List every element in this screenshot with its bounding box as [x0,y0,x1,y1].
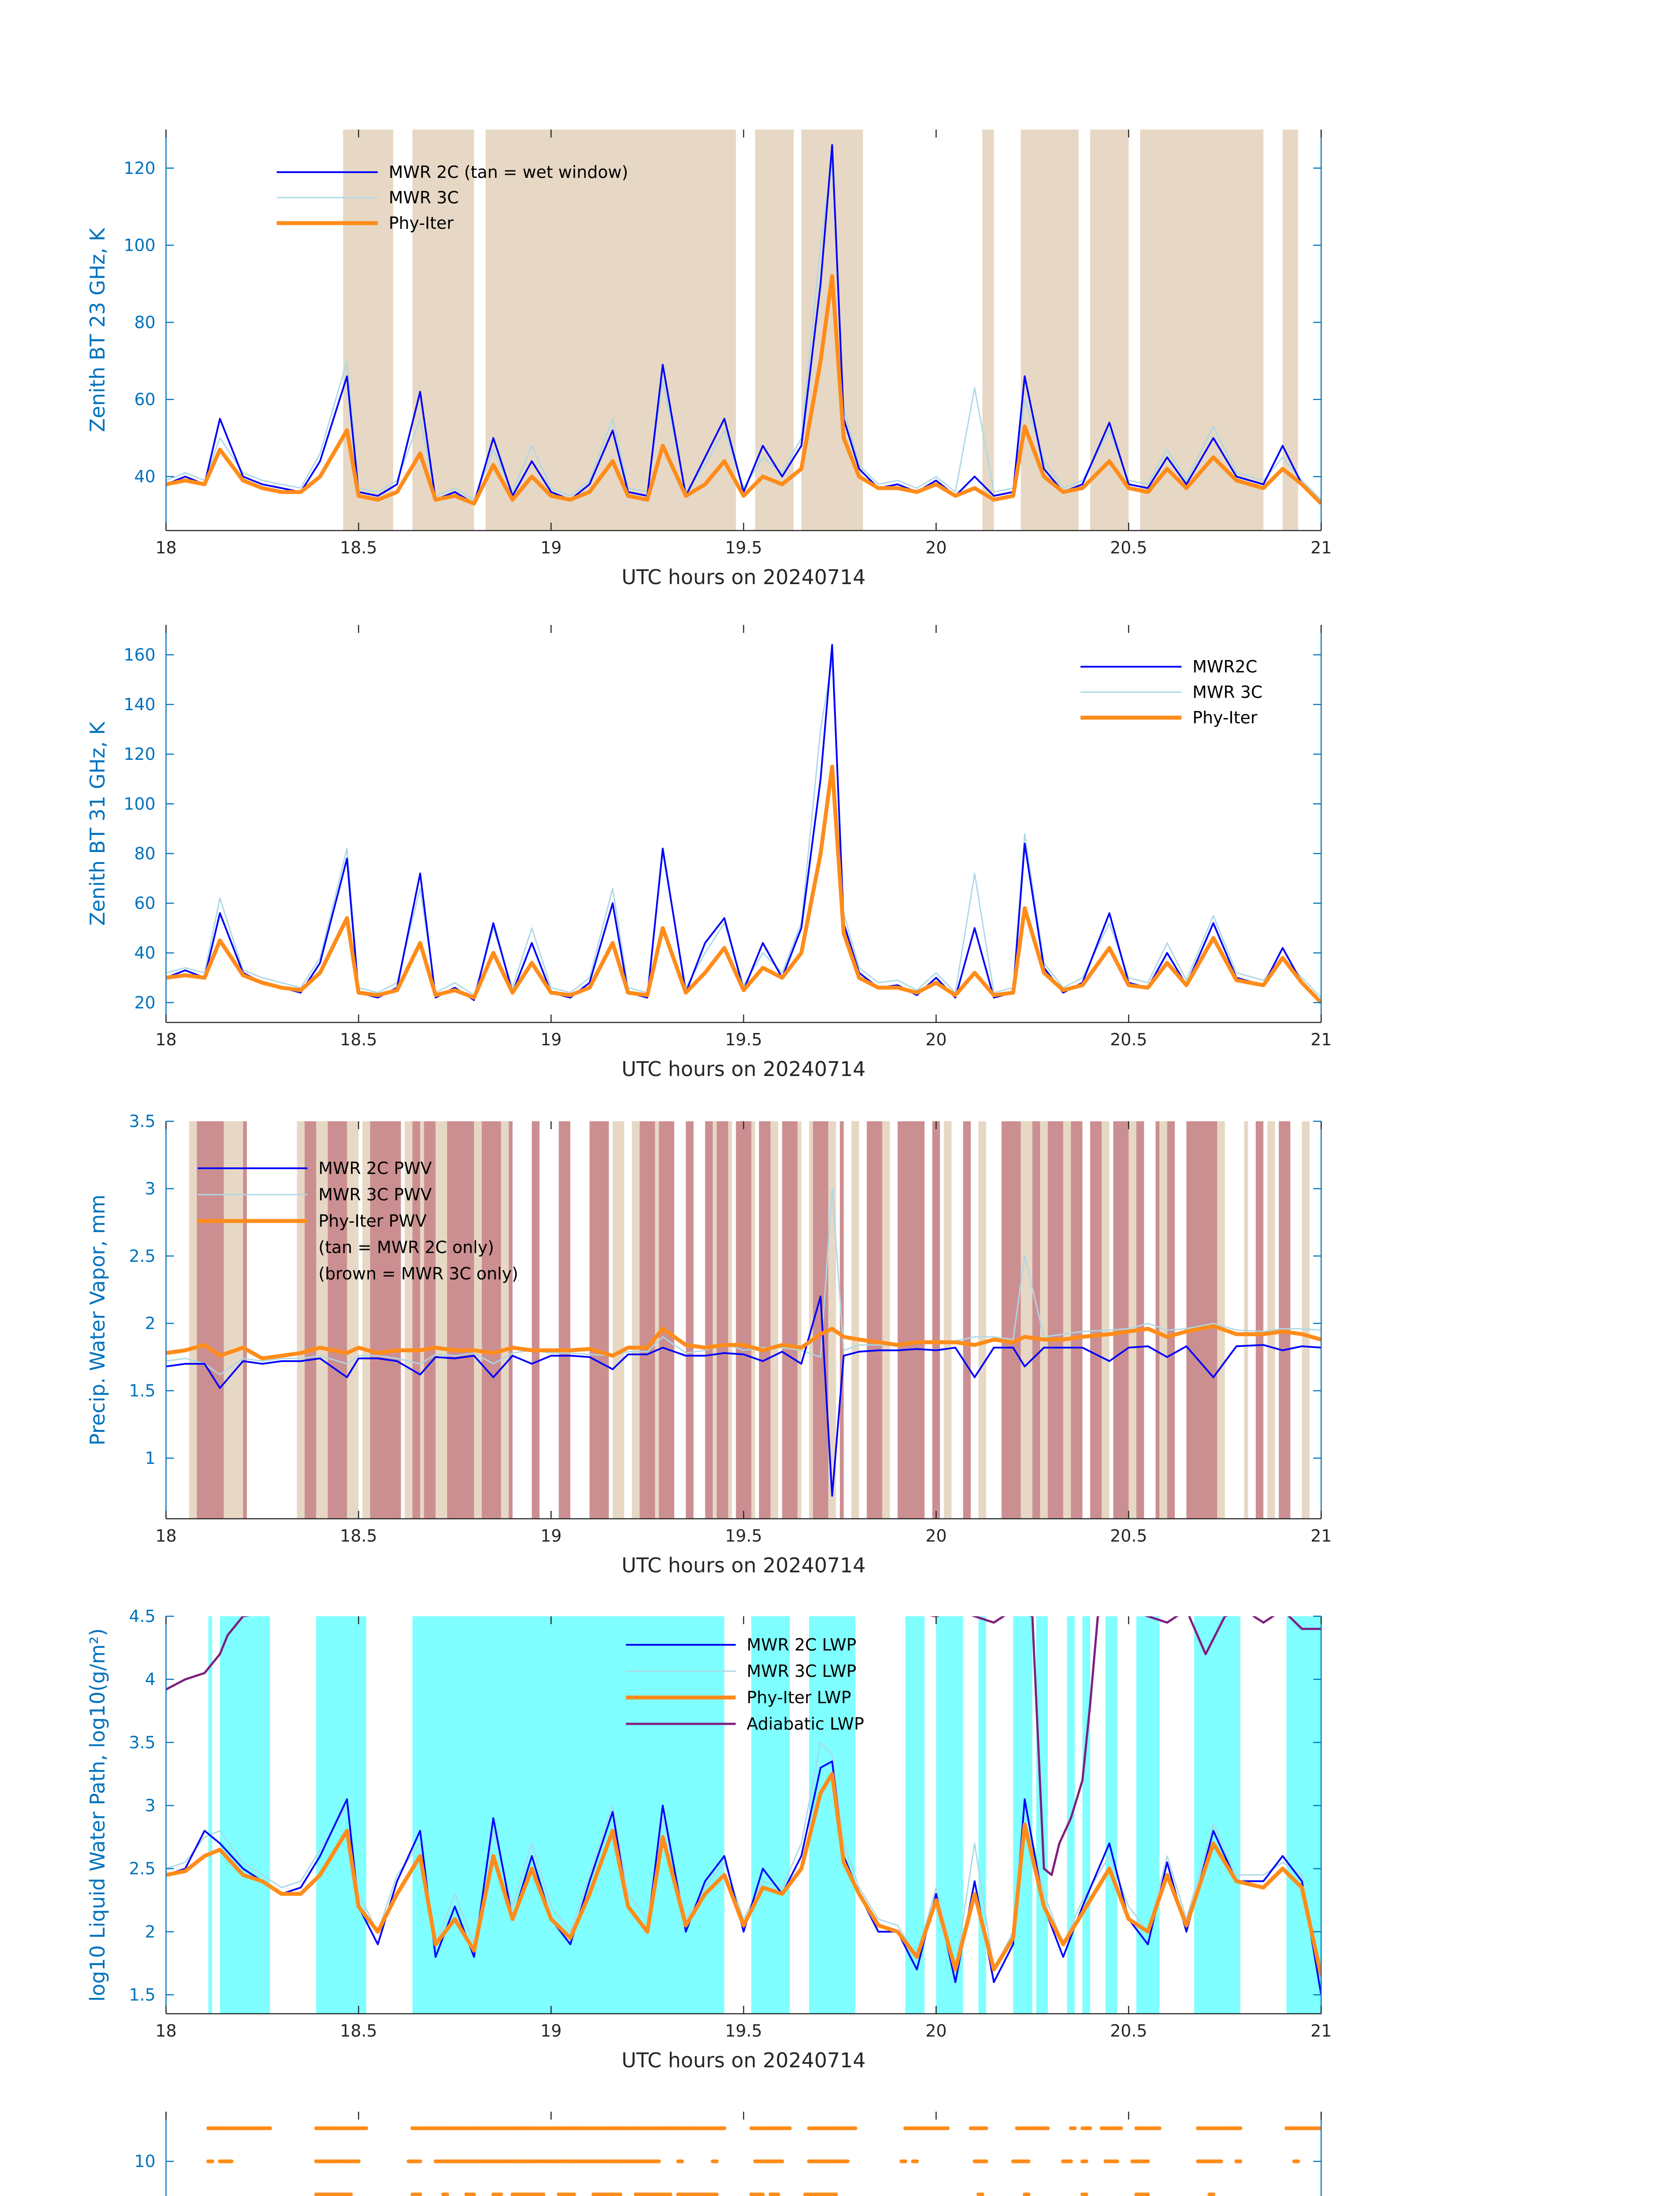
x-axis-label: UTC hours on 20240714 [621,1057,866,1081]
tan-span [755,130,794,531]
flag-point [230,2160,234,2163]
flag-point [715,2160,719,2163]
x-tick-label: 20.5 [1110,2021,1147,2041]
y-tick-label: 20 [134,993,155,1012]
legend-label: MWR 3C PWV [318,1185,432,1204]
flag-point [1119,2126,1123,2130]
brown-span [686,1121,694,1519]
flag-point [984,2126,988,2130]
tan-span [1302,1121,1310,1519]
x-tick-label: 21 [1310,1526,1332,1546]
flag-point [984,2160,988,2163]
tan-span [362,1121,370,1519]
legend-label: Phy-Iter [1192,708,1257,727]
flag-point [915,2160,919,2163]
brown-span [736,1121,751,1519]
x-tick-label: 20 [925,1526,947,1546]
brown-span [782,1121,798,1519]
x-tick-label: 18 [155,1030,177,1049]
tan-span [809,1121,813,1519]
y-tick-label: 3 [145,1795,155,1815]
y-tick-label: 60 [134,390,155,409]
tan-span [1040,1121,1048,1519]
tan-span [343,130,393,531]
x-tick-label: 19 [540,2021,562,2041]
tan-span [979,1121,986,1519]
brown-span [1167,1121,1175,1519]
cyan-span [1194,1616,1240,2014]
y-axis-label: log10 Liquid Water Path, log10(g/m²) [86,1628,109,2002]
flag-point [1073,2126,1077,2130]
flag-point [946,2126,950,2130]
x-tick-label: 19.5 [725,1030,762,1049]
y-axis-label: Zenith BT 23 GHz, K [86,228,109,432]
flag-point [845,2160,849,2163]
brown-span [243,1121,247,1519]
x-tick-label: 18 [155,2021,177,2041]
brown-span [412,1121,420,1519]
y-tick-label: 1.5 [129,1985,155,2005]
brown-span [1113,1121,1129,1519]
y-tick-label: 120 [123,158,155,178]
flag-point [723,2126,726,2130]
y-tick-label: 4 [145,1669,155,1689]
tan-span [751,1121,755,1519]
flag-point [1238,2126,1242,2130]
y-tick-label: 2.5 [129,1859,155,1878]
brown-span [370,1121,401,1519]
x-tick-label: 20 [925,538,947,557]
tan-span [728,1121,732,1519]
tan-span [983,130,994,531]
flag-point [1296,2160,1300,2163]
brown-span [482,1121,501,1519]
tan-span [189,1121,197,1519]
tan-span [316,1121,328,1519]
y-tick-label: 3 [145,1179,155,1199]
tan-span [770,1121,778,1519]
y-axis-label: Zenith BT 31 GHz, K [86,722,109,926]
brown-span [1279,1121,1290,1519]
flag-point [1238,2160,1242,2163]
brown-span [932,1121,940,1519]
x-tick-label: 21 [1310,2021,1332,2041]
legend-label: MWR 2C (tan = wet window) [389,163,629,182]
x-tick-label: 18 [155,1526,177,1546]
brown-span [509,1121,513,1519]
tan-span [798,1121,802,1519]
y-tick-label: 2.5 [129,1246,155,1266]
flag-point [1069,2160,1073,2163]
flag-point [853,2126,857,2130]
brown-span [447,1121,474,1519]
legend-label: MWR2C [1192,657,1257,676]
x-tick-label: 20.5 [1110,1526,1147,1546]
brown-span [197,1121,224,1519]
y-tick-label: 2 [145,1314,155,1333]
flag-point [780,2160,784,2163]
flag-point [903,2160,907,2163]
y-tick-label: 40 [134,467,155,487]
x-tick-label: 21 [1310,1030,1332,1049]
flag-point [657,2160,661,2163]
y-tick-label: 4.5 [129,1607,155,1626]
flag-point [1157,2126,1161,2130]
y-tick-label: 120 [123,744,155,764]
flag-point [268,2126,272,2130]
y-tick-label: 100 [123,794,155,814]
brown-span [1136,1121,1144,1519]
flag-point [1046,2126,1050,2130]
flag-point [1115,2160,1119,2163]
brown-span [1033,1121,1041,1519]
y-tick-label: 40 [134,943,155,963]
legend-label: MWR 3C LWP [747,1661,856,1681]
legend-label: Phy-Iter PWV [318,1211,427,1231]
tan-span [713,1121,717,1519]
brown-span [1256,1121,1264,1519]
tan-span [1160,1121,1167,1519]
brown-span [1001,1121,1021,1519]
flag-point [210,2160,214,2163]
legend-label: MWR 2C PWV [318,1159,432,1178]
tan-span [882,1121,890,1519]
x-tick-label: 18.5 [340,2021,377,2041]
cyan-span [208,1616,212,2014]
flag-point [1026,2160,1030,2163]
brown-span [305,1121,316,1519]
y-tick-label: 80 [134,312,155,332]
cyan-span [1136,1616,1160,2014]
cyan-span [412,1616,724,2014]
y-tick-label: 140 [123,695,155,714]
x-tick-label: 20 [925,2021,947,2041]
x-tick-label: 19.5 [725,2021,762,2041]
x-axis-label: UTC hours on 20240714 [621,1553,866,1577]
x-tick-label: 18 [155,538,177,557]
flag-point [357,2160,361,2163]
brown-span [559,1121,570,1519]
brown-span [328,1121,347,1519]
y-tick-label: 80 [134,844,155,863]
x-axis-label: UTC hours on 20240714 [621,2048,866,2072]
legend-label: MWR 2C LWP [747,1635,856,1654]
legend-label: MWR 3C [1192,683,1263,702]
y-tick-label: 100 [123,235,155,255]
y-tick-label: 3.5 [129,1733,155,1752]
brown-span [424,1121,435,1519]
flag-point [364,2126,368,2130]
x-tick-label: 20.5 [1110,1030,1147,1049]
tan-span [297,1121,305,1519]
legend-label: Adiabatic LWP [747,1714,864,1734]
legend-label: MWR 3C [389,188,459,207]
x-tick-label: 18.5 [340,538,377,557]
tan-span [851,1121,859,1519]
tan-span [1021,1121,1032,1519]
brown-span [1048,1121,1063,1519]
x-tick-label: 19.5 [725,1526,762,1546]
flag-point [1088,2126,1092,2130]
y-tick-label: 3.5 [129,1112,155,1131]
tan-span [501,1121,509,1519]
brown-span [532,1121,540,1519]
brown-span [1186,1121,1217,1519]
tan-span [224,1121,243,1519]
brown-span [1071,1121,1082,1519]
cyan-span [1082,1616,1090,2014]
y-axis-label: Precip. Water Vapor, mm [86,1194,109,1446]
legend-label: (tan = MWR 2C only) [318,1238,494,1257]
tan-span [944,1121,952,1519]
tan-span [802,130,863,531]
x-tick-label: 19 [540,1030,562,1049]
y-tick-label: 2 [145,1922,155,1942]
y-tick-label: 10 [134,2152,155,2171]
legend [1080,657,1263,727]
legend-label: Phy-Iter [389,213,454,233]
tan-span [420,1121,424,1519]
y-tick-label: 1.5 [129,1381,155,1401]
tan-span [1244,1121,1248,1519]
brown-span [659,1121,674,1519]
tan-span [1090,130,1129,531]
brown-span [963,1121,971,1519]
tan-span [405,1121,413,1519]
x-tick-label: 18.5 [340,1526,377,1546]
brown-span [898,1121,925,1519]
flag-point [1084,2160,1088,2163]
tan-span [1267,1121,1275,1519]
tan-span [1063,1121,1071,1519]
cyan-span [979,1616,986,2014]
x-tick-label: 20.5 [1110,538,1147,557]
tan-span [1021,130,1079,531]
y-tick-label: 60 [134,893,155,913]
x-tick-label: 19.5 [725,538,762,557]
tan-span [613,1121,624,1519]
x-axis-label: UTC hours on 20240714 [621,565,866,589]
brown-span [1090,1121,1102,1519]
x-tick-label: 19 [540,1526,562,1546]
tan-span [632,1121,640,1519]
tan-span [655,1121,659,1519]
tan-span [1217,1121,1225,1519]
brown-span [705,1121,713,1519]
flag-point [1219,2160,1223,2163]
x-tick-label: 21 [1310,538,1332,557]
brown-span [589,1121,609,1519]
tan-span [1129,1121,1137,1519]
x-tick-label: 19 [540,538,562,557]
legend-label: Phy-Iter LWP [747,1688,851,1707]
tan-span [347,1121,358,1519]
x-tick-label: 20 [925,1030,947,1049]
legend-label: (brown = MWR 3C only) [318,1264,518,1283]
tan-span [1102,1121,1109,1519]
cyan-span [220,1616,270,2014]
tan-span [436,1121,447,1519]
brown-span [813,1121,828,1519]
y-tick-label: 1 [145,1448,155,1468]
flag-point [418,2160,422,2163]
x-tick-label: 18.5 [340,1030,377,1049]
flag-point [1146,2160,1150,2163]
tan-span [474,1121,482,1519]
brown-span [639,1121,655,1519]
cyan-span [1106,1616,1117,2014]
brown-span [717,1121,728,1519]
brown-span [867,1121,882,1519]
brown-span [759,1121,770,1519]
flag-point [788,2126,792,2130]
brown-span [1156,1121,1160,1519]
flag-point [680,2160,684,2163]
y-tick-label: 160 [123,645,155,665]
